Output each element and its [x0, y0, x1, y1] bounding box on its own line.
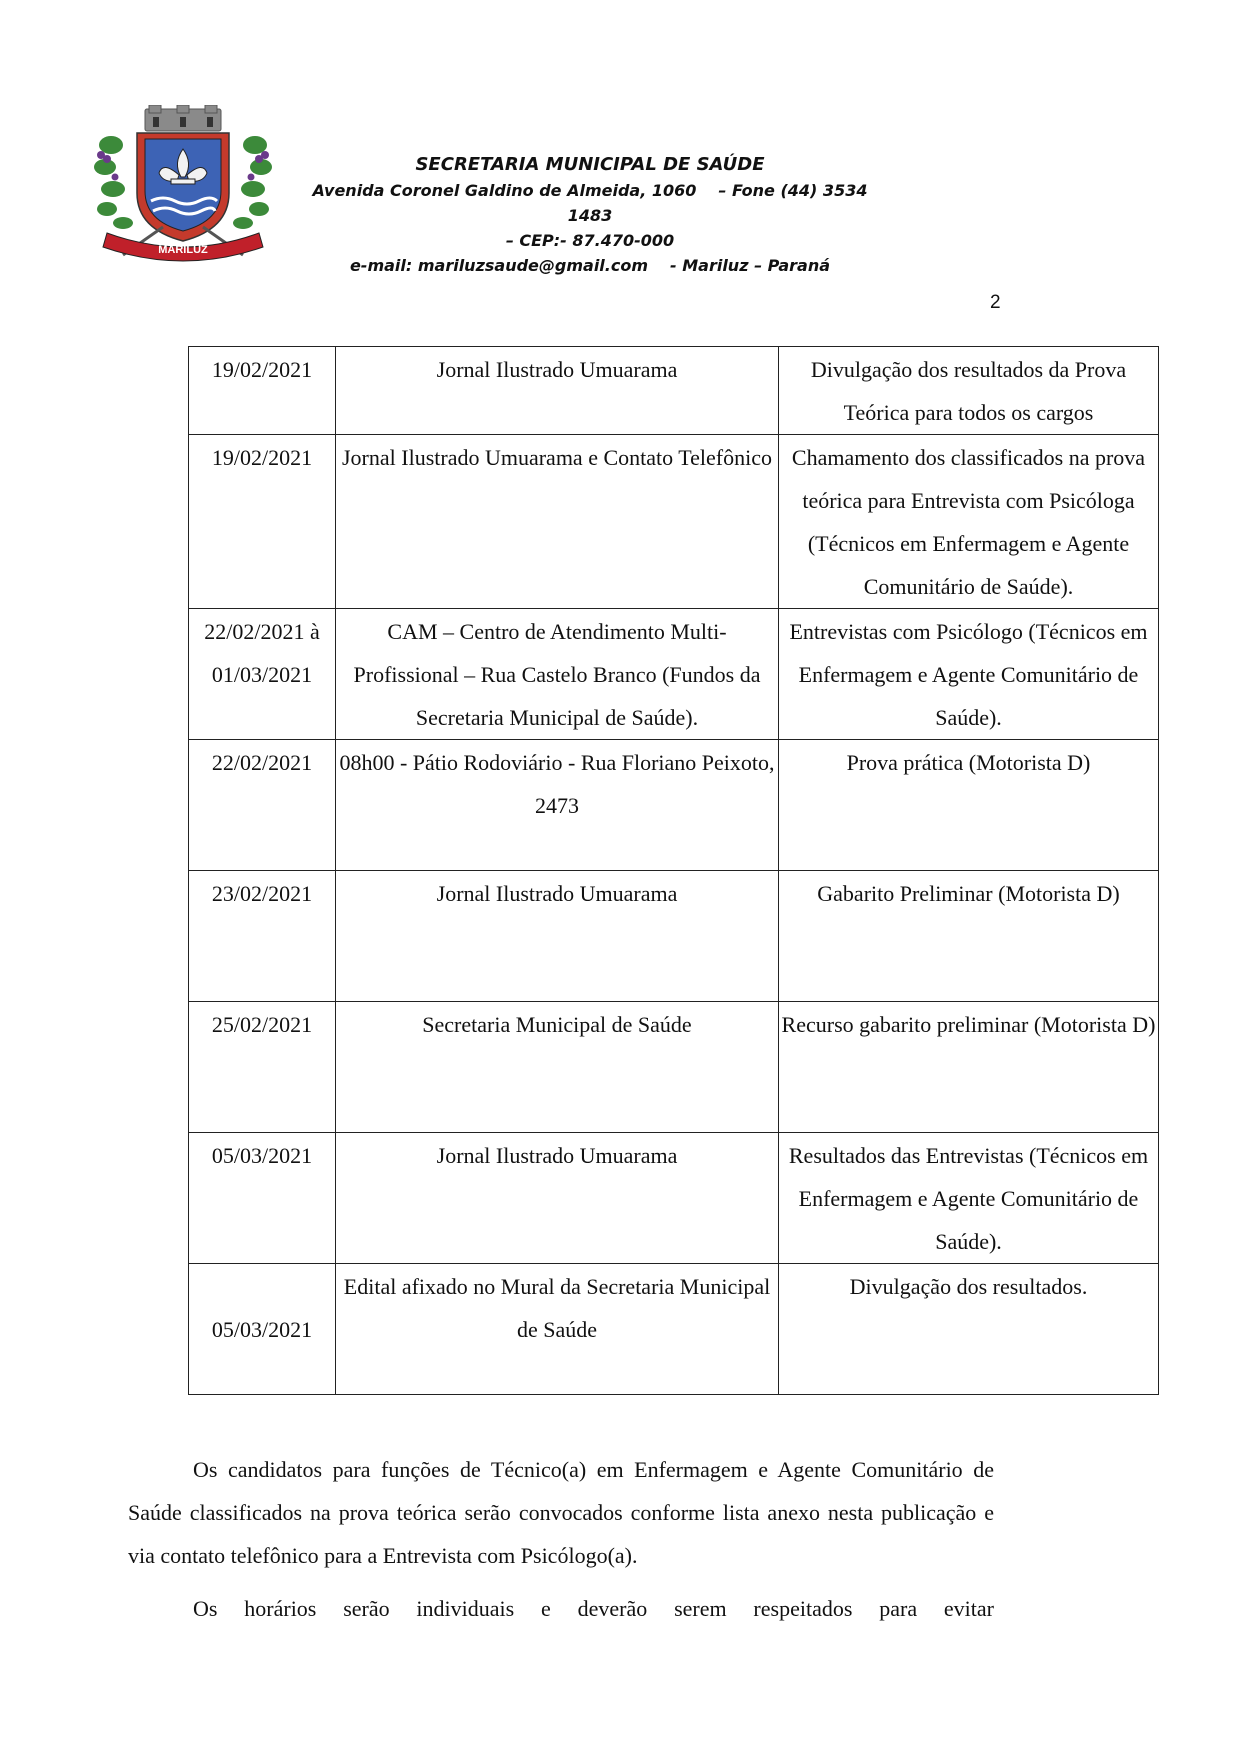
body-paragraph: Os candidatos para funções de Técnico(a) em Enfermagem e Agente Comunitário de Saúde classificados na prova teórica serão convocados conforme lista anexo nesta publicação e via contato telefônico para a Entrevista com Psicólogo(a). — [128, 1457, 994, 1568]
date-cell: 19/02/2021 — [189, 435, 336, 609]
cep-line: – CEP:- 87.470-000 — [505, 231, 675, 250]
body-paragraph: Os horários serão individuais e deverão serem respeitados para evitar — [193, 1596, 994, 1621]
place-cell: Jornal Ilustrado Umuarama — [336, 871, 779, 1002]
email-text: e-mail: mariluzsaude@gmail.com — [349, 256, 649, 275]
department-title: SECRETARIA MUNICIPAL DE SAÚDE — [415, 154, 765, 175]
date-cell: 22/02/2021 à 01/03/2021 — [189, 609, 336, 740]
place-cell: 08h00 - Pátio Rodoviário - Rua Floriano Peixoto, 2473 — [336, 740, 779, 871]
table-row — [189, 347, 1159, 435]
place-cell: Jornal Ilustrado Umuarama e Contato Telefônico — [336, 435, 779, 609]
activity-cell: Entrevistas com Psicólogo (Técnicos em Enfermagem e Agente Comunitário de Saúde). — [779, 609, 1159, 740]
activity-cell: Resultados das Entrevistas (Técnicos em Enfermagem e Agente Comunitário de Saúde). — [779, 1133, 1159, 1264]
activity-cell: Prova prática (Motorista D) — [779, 740, 1159, 871]
date-cell: 05/03/2021 — [189, 1133, 336, 1264]
date-cell: 23/02/2021 — [189, 871, 336, 1002]
contact-line — [290, 253, 890, 278]
phone-text: – Fone (44) 3534 1483 — [567, 181, 868, 225]
place-cell: Edital afixado no Mural da Secretaria Municipal de Saúde — [336, 1264, 779, 1395]
table-row — [189, 871, 1159, 1002]
date-cell: 22/02/2021 — [189, 740, 336, 871]
activity-cell: Chamamento dos classificados na prova teórica para Entrevista com Psicóloga (Técnicos em Enfermagem e Agente Comunitário de Saúde). — [779, 435, 1159, 609]
address-text: Avenida Coronel Galdino de Almeida, 1060 — [312, 181, 697, 200]
date-cell: 05/03/2021 — [189, 1264, 336, 1395]
activity-cell: Gabarito Preliminar (Motorista D) — [779, 871, 1159, 1002]
page-number: 2 — [990, 292, 1001, 313]
place-cell: Secretaria Municipal de Saúde — [336, 1002, 779, 1133]
activity-cell: Recurso gabarito preliminar (Motorista D) — [779, 1002, 1159, 1133]
table-row — [189, 609, 1159, 740]
place-cell: Jornal Ilustrado Umuarama — [336, 347, 779, 435]
crest-banner-text: MARILUZ — [158, 244, 208, 256]
table-row — [189, 740, 1159, 871]
address-line — [290, 178, 890, 228]
schedule-table — [188, 346, 1159, 1395]
place-cell: Jornal Ilustrado Umuarama — [336, 1133, 779, 1264]
municipal-crest-icon — [93, 105, 273, 263]
table-row — [189, 1002, 1159, 1133]
date-cell: 25/02/2021 — [189, 1002, 336, 1133]
letterhead — [290, 152, 890, 278]
activity-cell: Divulgação dos resultados. — [779, 1264, 1159, 1395]
table-row — [189, 435, 1159, 609]
table-row — [189, 1133, 1159, 1264]
date-cell: 19/02/2021 — [189, 347, 336, 435]
place-cell: CAM – Centro de Atendimento Multi-Profissional – Rua Castelo Branco (Fundos da Secretaria Municipal de Saúde). — [336, 609, 779, 740]
city-text: - Mariluz – Paraná — [670, 256, 831, 275]
table-row — [189, 1264, 1159, 1395]
activity-cell: Divulgação dos resultados da Prova Teórica para todos os cargos — [779, 347, 1159, 435]
